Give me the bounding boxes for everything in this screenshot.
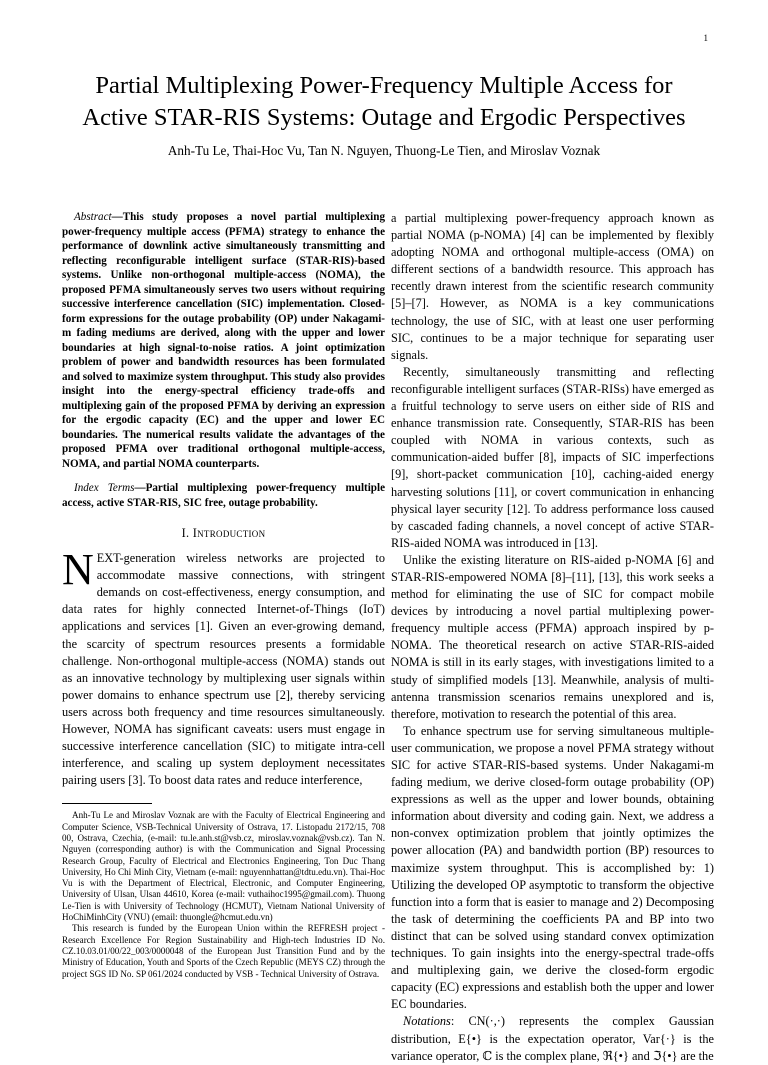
intro-paragraph-1-text: EXT-generation wireless networks are projected to accommodate massive connections, with stringent demands on cost-effectiveness, energy consumption, and data rates for highly connected Internet-of-Things (IoT) applications and services [1]. Given an ever-growing demand, the scarcity of spectrum resources presents a formidable challenge. Non-orthogonal multiple-access (NOMA) stands out as an innovative technology by multiplexing user signals within power domains to enhance spectrum use [2], thereby servicing users across both frequency and time resources simultaneously. However, NOMA has significant caveats: users must engage in successive interference cancellation (SIC) to mitigate intra-cell interference, and scaling up system deployment necessitates pairing users [3]. To boost data rates and reduce interference, xyxy=(62,551,385,788)
title-line-2: Active STAR-RIS Systems: Outage and Ergodic Perspectives xyxy=(82,104,686,131)
index-terms-text: —Partial multiplexing power-frequency multiple access, active STAR-RIS, SIC free, outage probability. xyxy=(62,482,385,509)
right-column xyxy=(391,210,714,1065)
index-terms xyxy=(62,481,385,510)
right-paragraph-1: a partial multiplexing power-frequency approach known as partial NOMA (p-NOMA) [4] can be implemented by flexibly adopting NOMA and orthogonal multiple-access (OMA) on different sections of a bandwidth resource. This approach has recently drawn interest from the scientific research community [5]–[7]. However, as NOMA is a key communications technology, the use of SIC, with at least one user performing SIC, continues to be a major technique for separating user signals. xyxy=(391,211,714,362)
notations-label: Notations xyxy=(403,1014,451,1029)
notations-paragraph xyxy=(391,1013,714,1064)
intro-paragraph-1 xyxy=(62,545,385,789)
paper-title xyxy=(40,70,728,134)
notations-text: : CN(·,·) represents the complex Gaussian distribution, E{•} is the expectation operator, Var{·} is the variance operator, ℂ is the complex plane, ℜ{•} and ℑ{•} are the xyxy=(391,1014,714,1063)
page-number: 1 xyxy=(703,33,708,43)
abstract-text: —This study proposes a novel partial multiplexing power-frequency multiple access (PFMA) strategy to enhance the performance of downlink active simultaneously transmitting and reflecting reconfigurable intelligent surface (STAR-RIS)-based systems. Unlike non-orthogonal multiple-access (NOMA), the proposed PFMA simultaneously serves two users without requiring successive interference cancellation (SIC) implementation. Closed-form expressions for the outage probability (OP) under Nakagami-m fading mediums are derived, along with the upper and lower boundaries at high signal-to-noise ratios. A joint optimization problem of power and bandwidth resources has been formulated and solved to maximize system throughput. This study also provides insight into the energy-spectral efficiency trade-offs and multiplexing gain of the proposed PFMA by deriving an expression for the ergodic capacity (EC) and the upper and lower EC boundaries. The numerical results validate the advantages of the proposed PFMA over traditional orthogonal multiple-access, NOMA, and partial NOMA counterparts. xyxy=(62,211,385,470)
right-paragraph-4: To enhance spectrum use for serving simultaneous multiple-user communication, we propose a novel PFMA strategy without SIC for active STAR-RIS-based systems. Under Nakagami-m fading medium, we derive closed-form outage probability (OP) expressions as well as the upper and lower bounds, obtaining information about diversity and coding gain. Next, we address a non-convex optimization problem that jointly optimizes the power allocation (PA) and bandwidth portion (BP) resources to maximize system throughput. This is accomplished by: 1) Utilizing the developed OP asymptotic to transform the objective function into a form that is easier to manage and 2) Decomposing the task of determining the coefficients PA and BP into two distinct that can be solved using standard convex optimization techniques. To gain insights into the energy-spectral trade-offs and multiplexing gain, we derive the closed-form ergodic capacity (EC) expressions and establish both the upper and lower EC boundaries. xyxy=(391,723,714,1012)
abstract-label: Abstract xyxy=(74,211,112,223)
drop-cap: N xyxy=(62,545,94,595)
index-terms-label: Index Terms xyxy=(74,482,135,494)
left-column xyxy=(62,210,385,980)
section-heading-introduction: I. Introduction xyxy=(181,526,266,540)
author-list: Anh-Tu Le, Thai-Hoc Vu, Tan N. Nguyen, Thuong-Le Tien, and Miroslav Voznak xyxy=(167,143,601,158)
title-line-1: Partial Multiplexing Power-Frequency Multiple Access for xyxy=(95,72,673,99)
right-paragraph-3: Unlike the existing literature on RIS-aided p-NOMA [6] and STAR-RIS-empowered NOMA [8]–[11], [13], this work seeks a method for eliminating the use of SIC for compact mobile devices by introducing a novel partial multiplexing power-frequency multiple access (PFMA) approach inspired by p-NOMA. The theoretical research on active STAR-RIS-aided NOMA is still in its early stages, with investigations limited to a study of simplified models [13]. Meanwhile, analysis of multi-antenna transmission scenarios remains unexplored and is, therefore, motivation to research the potential of this area. xyxy=(391,552,714,721)
footnote-rule xyxy=(62,803,152,804)
footnotes xyxy=(62,810,385,979)
right-paragraph-2: Recently, simultaneously transmitting and reflecting reconfigurable intelligent surfaces (STAR-RISs) have emerged as a fruitful technology to serve users on either side of RIS and enhance transmission rate. Consequently, STAR-RIS has been coupled with NOMA in various contexts, such as communication-aided buffer [8], impacts of SIC imperfections [9], short-packet communication [10], caching-aided energy harvesting solutions [11], or covert communication in enhancing physical layer security [12]. To address performance loss caused by cascaded fading channels, a novel concept of active STAR-RIS-aided NOMA was introduced in [13]. xyxy=(391,364,714,550)
footnote-affiliations: Anh-Tu Le and Miroslav Voznak are with the Faculty of Electrical Engineering and Computer Science, VSB-Technical University of Ostrava, 17. Listopadu 2172/15, 708 00, Ostrava, Czechia, (e-mail: tu.le.anh.st@vsb.cz, miroslav.voznak@vsb.cz). Tan N. Nguyen (corresponding author) is with the Communication and Signal Processing Research Group, Faculty of Electrical and Electronics Engineering, Ton Duc Thang University, Ho Chi Minh City, Vietnam (e-mail: nguyennhattan@tdtu.edu.vn). Thai-Hoc Vu is with the Department of Electrical, Electronic, and Computer Engineering, University of Ulsan, Ulsan 44610, Korea (e-mail: vuthaihoc1995@gmail.com). Thuong Le-Tien is with University of Technology (HCMUT), Vietnam National University of HoChiMinhCity (VNU) (email: thuongle@hcmut.edu.vn) xyxy=(62,810,385,923)
footnote-funding: This research is funded by the European Union within the REFRESH project - Research Excellence For Region Sustainability and High-tech Industries ID No. CZ.10.03.01/00/22_003/0000048 of the European Just Transition Fund and by the Ministry of Education, Youth and Sports of the Czech Republic (MEYS CZ) through the project SGS ID No. SP 061/2024 conducted by VSB - Technical University of Ostrava. xyxy=(62,923,385,979)
abstract xyxy=(62,210,385,471)
